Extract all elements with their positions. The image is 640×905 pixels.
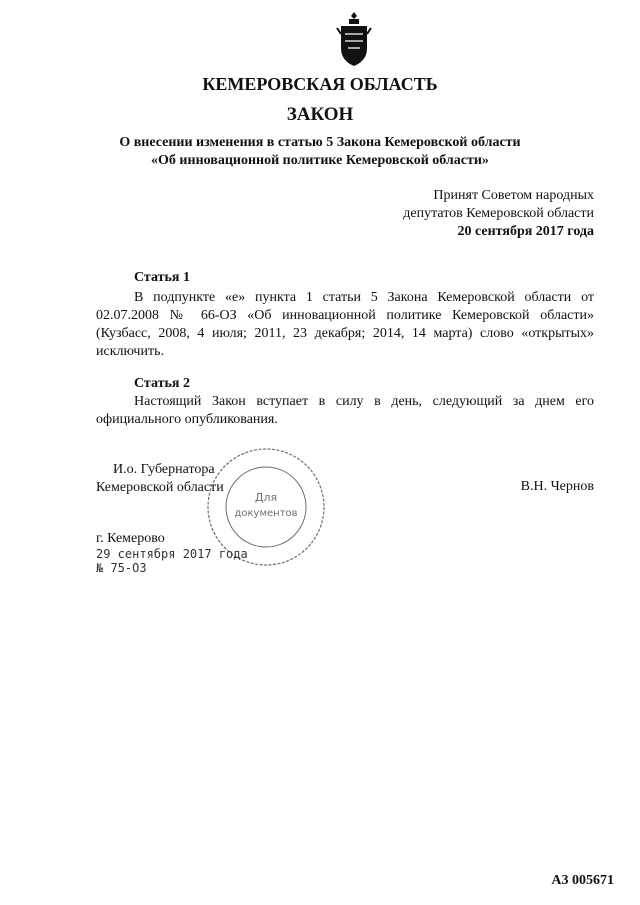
document-type-heading: ЗАКОН	[286, 104, 354, 125]
adoption-date: 20 сентября 2017 года	[457, 224, 594, 239]
form-serial-number: А3 005671	[551, 873, 614, 888]
adoption-block	[403, 187, 594, 241]
law-subject	[0, 134, 640, 170]
signatory-title-line-1: И.о. Губернатора	[113, 462, 215, 477]
coat-of-arms-emblem	[335, 10, 373, 68]
adoption-line-1: Принят Советом народных	[433, 188, 594, 203]
adoption-line-2: депутатов Кемеровской области	[403, 206, 594, 221]
signing-date: 29 сентября 2017 года	[96, 547, 248, 561]
article-2-body: Настоящий Закон вступает в силу в день, следующий за днем его официального опубликования.	[96, 394, 594, 427]
article-2-text	[96, 393, 594, 429]
svg-text:Для: Для	[254, 491, 278, 504]
article-2-title: Статья 2	[134, 376, 190, 391]
article-1-title: Статья 1	[134, 270, 190, 285]
law-subject-line-1: О внесении изменения в статью 5 Закона Кемеровской области	[119, 135, 521, 150]
region-heading: КЕМЕРОВСКАЯ ОБЛАСТЬ	[202, 74, 438, 94]
signatory-title-line-2: Кемеровской области	[96, 480, 224, 495]
signatory-name: В.Н. Чернов	[520, 479, 594, 494]
law-subject-line-2: «Об инновационной политике Кемеровской области»	[151, 153, 489, 168]
article-1-body: В подпункте «е» пункта 1 статьи 5 Закона Кемеровской области от 02.07.2008 № 66-ОЗ «Об инновационной политике Кемеровской области» (Кузбасс, 2008, 4 июля; 2011, 23 декабря; 2014, 14 марта) слово «открытых» исключить.	[96, 290, 594, 359]
law-number: № 75-ОЗ	[96, 561, 147, 575]
article-1-text	[96, 289, 594, 361]
place-of-signing: г. Кемерово	[96, 531, 165, 546]
svg-text:документов: документов	[234, 508, 298, 519]
